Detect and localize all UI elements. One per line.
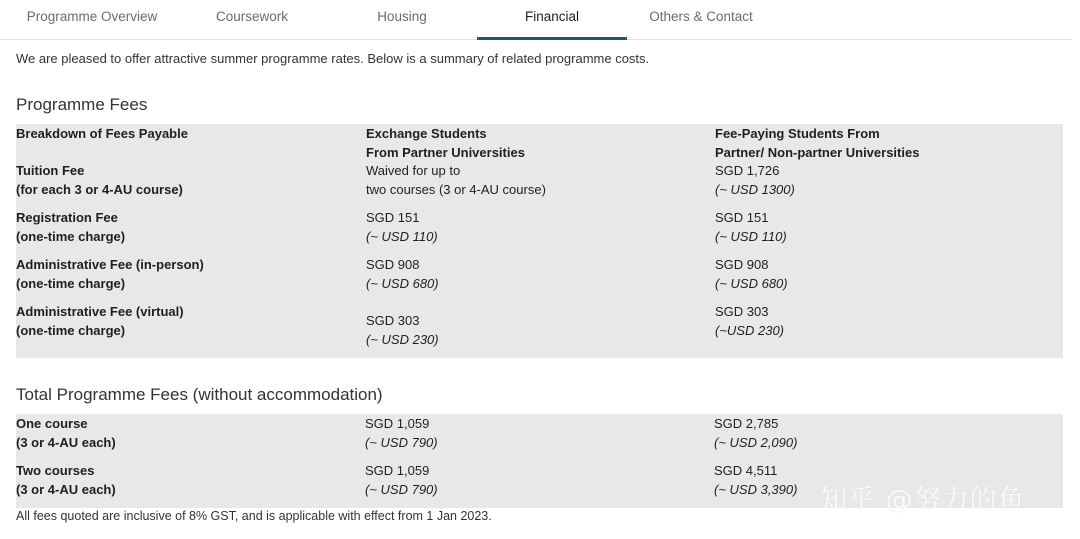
footer-note: All fees quoted are inclusive of 8% GST, and is applicable with effect from 1 Jan 2023. [16,509,492,523]
intro-text: We are pleased to offer attractive summer programme rates. Below is a summary of related programme costs. [16,51,650,66]
total-fees-title: Total Programme Fees (without accommodation) [16,385,383,404]
table-cell-fee-paying: SGD 4,511 (~ USD 3,390) [714,463,798,497]
programme-fees-title: Programme Fees [16,95,148,114]
table-row-label: Tuition Fee (for each 3 or 4-AU course) [16,163,183,197]
table-cell-fee-paying: SGD 908 (~ USD 680) [715,257,788,291]
table-cell-exchange: SGD 151 (~ USD 110) [366,210,438,244]
watermark: 知乎 @努力的鱼 [820,485,1026,516]
tab-programme-overview[interactable]: Programme Overview [26,9,158,24]
tab-coursework[interactable]: Coursework [215,9,289,24]
table-header-exchange: Exchange Students From Partner Universities [366,126,525,160]
table-cell-exchange: SGD 1,059 (~ USD 790) [365,416,438,450]
table-cell-fee-paying: SGD 303 (~USD 230) [715,304,784,338]
table-cell-exchange: SGD 908 (~ USD 680) [366,257,439,291]
tab-bar [0,0,1072,40]
programme-fees-table [16,124,1063,358]
table-cell-fee-paying: SGD 151 (~ USD 110) [715,210,787,244]
table-cell-fee-paying: SGD 1,726 (~ USD 1300) [715,163,795,197]
table-cell-exchange: SGD 1,059 (~ USD 790) [365,463,438,497]
table-row-label: One course (3 or 4-AU each) [16,416,116,450]
table-row-label: Registration Fee (one-time charge) [16,210,126,244]
table-cell-exchange: Waived for up to two courses (3 or 4-AU course) [366,163,546,197]
table-cell-fee-paying: SGD 2,785 (~ USD 2,090) [714,416,798,450]
tab-housing[interactable]: Housing [377,9,427,24]
tab-others-contact[interactable]: Others & Contact [649,9,753,24]
tab-financial[interactable]: Financial [524,9,580,24]
table-header-fee-paying: Fee-Paying Students From Partner/ Non-partner Universities [715,126,920,160]
table-row-label: Two courses (3 or 4-AU each) [16,463,116,497]
table-row-label: Administrative Fee (virtual) (one-time charge) [16,304,184,338]
table-cell-exchange: SGD 303 (~ USD 230) [366,313,439,347]
table-header-breakdown: Breakdown of Fees Payable [16,126,188,141]
table-row-label: Administrative Fee (in-person) (one-time charge) [16,257,204,291]
active-tab-indicator [477,37,627,40]
